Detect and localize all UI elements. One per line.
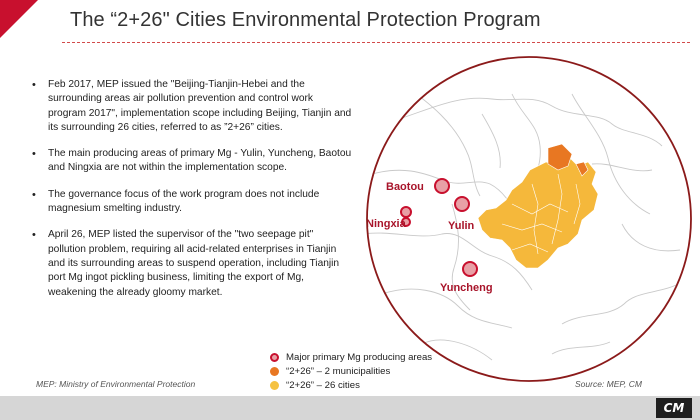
map-label-yulin: Yulin [448,220,475,232]
legend-item-producing [270,350,432,364]
bullet-list [32,78,352,312]
legend-item-cities [270,378,432,392]
yulin-marker [455,197,469,211]
corner-accent [0,0,38,38]
legend-dot-icon [270,381,279,390]
source-note: Source: MEP, CM [575,379,642,389]
map-label-ningxia: Ningxia [366,218,406,230]
legend-item-municipalities [270,364,432,378]
legend-label: Major primary Mg producing areas [286,351,433,363]
map-legend [270,350,432,392]
map-label-yuncheng: Yuncheng [440,282,493,294]
legend-label: “2+26” – 26 cities [286,379,360,391]
yuncheng-marker [463,262,477,276]
cm-logo: CM [656,398,692,418]
legend-dot-icon [270,367,279,376]
legend-label: “2+26” – 2 municipalities [286,365,391,377]
bullet-item: • The main producing areas of primary Mg - Yulin, Yuncheng, Baotou and Ningxia are not within the implementation scope. [32,147,352,176]
footer-bar [0,396,700,420]
title-divider [62,42,690,43]
legend-ring-icon [270,353,279,362]
map-label-baotou: Baotou [386,181,424,193]
footnote-mep: MEP: Ministry of Environmental Protection [36,379,196,389]
ningxia-marker [401,207,411,217]
bullet-item: • The governance focus of the work program does not include magnesium smelting industry. [32,188,352,217]
bullet-item: • Feb 2017, MEP issued the "Beijing-Tianjin-Hebei and the surrounding areas air pollution prevention and control work program 2017", implementation scope including Beijing, Tianjin and its surrounding 26 cities, referred to as ”2+26” cities. [32,78,352,135]
map-figure [362,54,696,384]
bullet-item: • April 26, MEP listed the supervisor of the "two seepage pit" pollution problem, requiring all acid-related enterprises in Tianjin and its surrounding areas to suspend operation, including Tianjin port Mg ingot pickling business, limiting the export of Mg, weakening the already gloomy market. [32,228,352,299]
baotou-marker [435,179,449,193]
page-title: The “2+26" Cities Environmental Protection Program [70,9,541,31]
